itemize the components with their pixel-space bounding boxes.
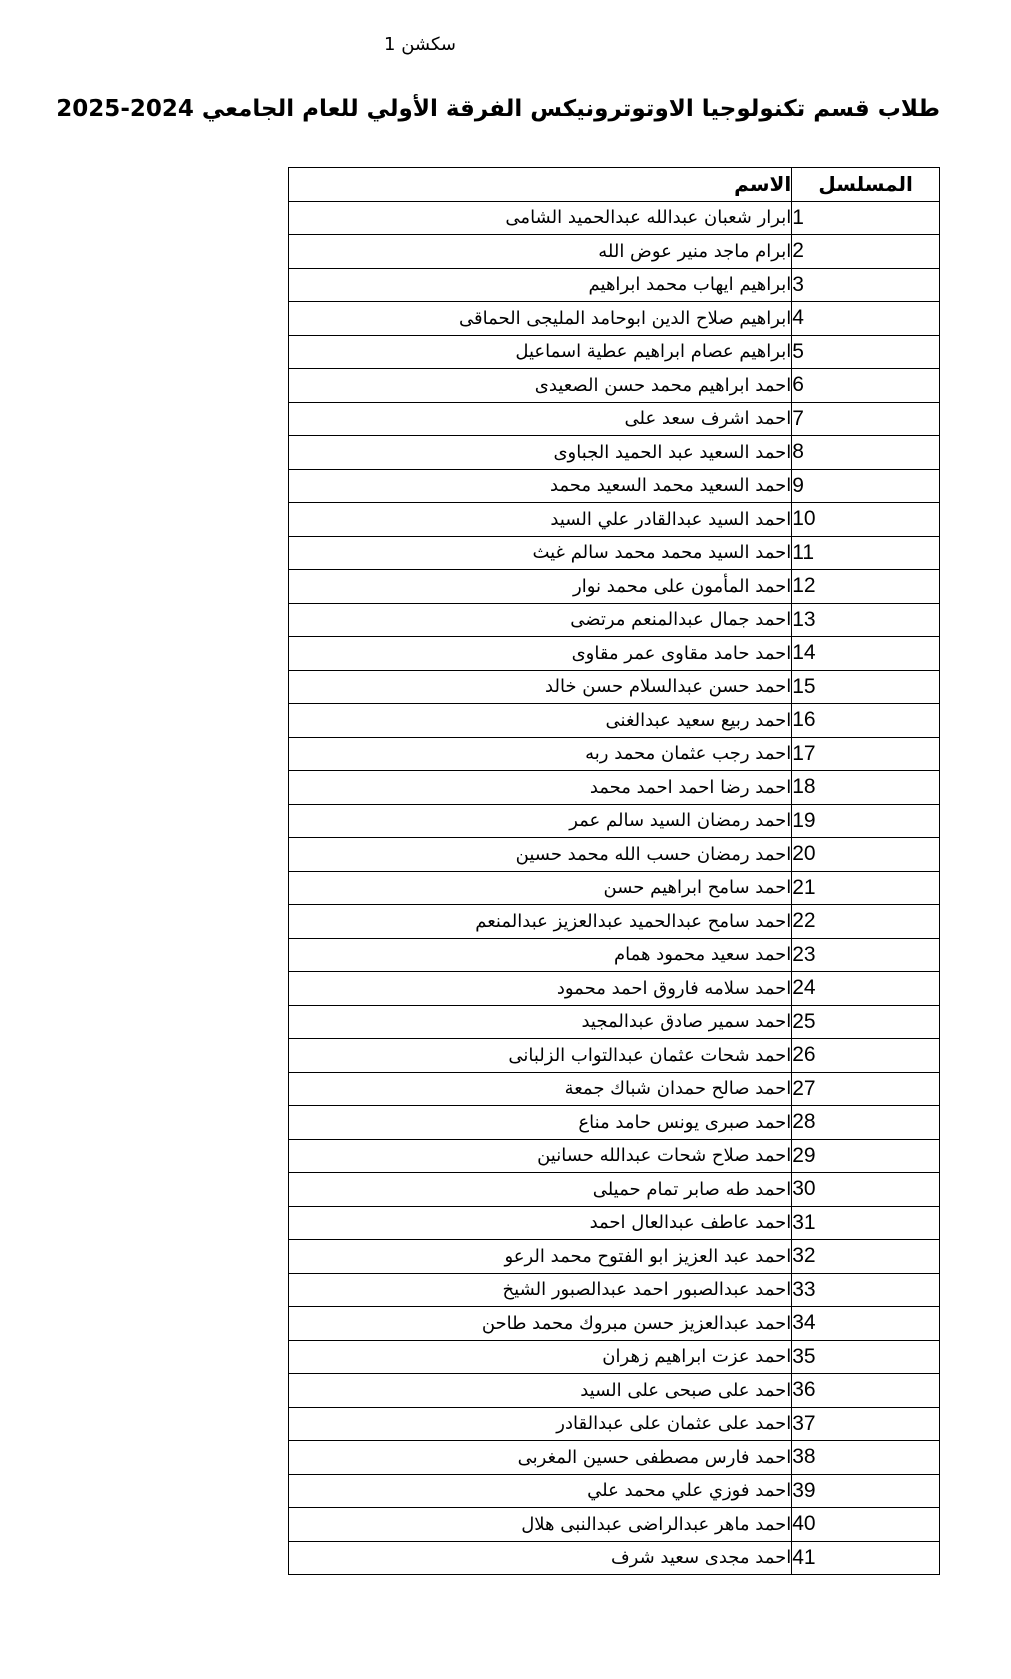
serial-number: 23 <box>792 938 940 972</box>
student-name: احمد سمير صادق عبدالمجيد <box>289 1005 792 1039</box>
table-row <box>289 1039 940 1073</box>
table-row <box>289 804 940 838</box>
serial-number: 14 <box>792 637 940 671</box>
serial-number: 33 <box>792 1273 940 1307</box>
student-name: ابراهيم عصام ابراهيم عطية اسماعيل <box>289 335 792 369</box>
table-row <box>289 603 940 637</box>
student-name: احمد فارس مصطفى حسين المغربى <box>289 1441 792 1475</box>
student-name: احمد السيد محمد محمد سالم غيث <box>289 536 792 570</box>
table-row <box>289 704 940 738</box>
student-name: احمد سعيد محمود همام <box>289 938 792 972</box>
students-table-body <box>289 201 940 1575</box>
serial-number: 3 <box>792 268 940 302</box>
student-name: احمد حامد مقاوى عمر مقاوى <box>289 637 792 671</box>
table-row <box>289 1407 940 1441</box>
student-name: احمد عزت ابراهيم زهران <box>289 1340 792 1374</box>
table-row <box>289 972 940 1006</box>
student-name: ابرام ماجد منير عوض الله <box>289 235 792 269</box>
serial-number: 27 <box>792 1072 940 1106</box>
student-name: احمد سلامه فاروق احمد محمود <box>289 972 792 1006</box>
serial-column-header: المسلسل <box>792 168 940 202</box>
serial-number: 30 <box>792 1173 940 1207</box>
table-row <box>289 1173 940 1207</box>
serial-number: 32 <box>792 1240 940 1274</box>
student-name: احمد سامح عبدالحميد عبدالعزيز عبدالمنعم <box>289 905 792 939</box>
table-row <box>289 1240 940 1274</box>
serial-number: 11 <box>792 536 940 570</box>
serial-number: 7 <box>792 402 940 436</box>
student-name: احمد رمضان السيد سالم عمر <box>289 804 792 838</box>
student-name: احمد عبد العزيز ابو الفتوح محمد الرعو <box>289 1240 792 1274</box>
serial-number: 41 <box>792 1541 940 1575</box>
student-name: احمد فوزي علي محمد علي <box>289 1474 792 1508</box>
serial-number: 28 <box>792 1106 940 1140</box>
table-row <box>289 268 940 302</box>
serial-number: 31 <box>792 1206 940 1240</box>
name-column-header: الاسم <box>289 168 792 202</box>
student-name: احمد على صبحى على السيد <box>289 1374 792 1408</box>
serial-number: 12 <box>792 570 940 604</box>
table-row <box>289 938 940 972</box>
table-row <box>289 503 940 537</box>
table-row <box>289 1005 940 1039</box>
table-row <box>289 1072 940 1106</box>
serial-number: 21 <box>792 871 940 905</box>
table-row <box>289 838 940 872</box>
serial-number: 24 <box>792 972 940 1006</box>
serial-number: 4 <box>792 302 940 336</box>
table-row <box>289 302 940 336</box>
student-name: احمد ربيع سعيد عبدالغنى <box>289 704 792 738</box>
table-row <box>289 1474 940 1508</box>
serial-number: 18 <box>792 771 940 805</box>
student-name: احمد جمال عبدالمنعم مرتضى <box>289 603 792 637</box>
student-name: احمد طه صابر تمام حميلى <box>289 1173 792 1207</box>
serial-number: 2 <box>792 235 940 269</box>
serial-number: 26 <box>792 1039 940 1073</box>
student-name: احمد اشرف سعد على <box>289 402 792 436</box>
table-row <box>289 235 940 269</box>
table-row <box>289 737 940 771</box>
table-row <box>289 871 940 905</box>
serial-number: 37 <box>792 1407 940 1441</box>
serial-number: 13 <box>792 603 940 637</box>
student-name: احمد صالح حمدان شباك جمعة <box>289 1072 792 1106</box>
serial-number: 5 <box>792 335 940 369</box>
serial-number: 10 <box>792 503 940 537</box>
table-row <box>289 1139 940 1173</box>
table-row <box>289 402 940 436</box>
student-name: ابراهيم صلاح الدين ابوحامد المليجى الحماقى <box>289 302 792 336</box>
student-name: احمد رمضان حسب الله محمد حسين <box>289 838 792 872</box>
table-row <box>289 771 940 805</box>
serial-number: 8 <box>792 436 940 470</box>
student-name: احمد رجب عثمان محمد ربه <box>289 737 792 771</box>
serial-number: 40 <box>792 1508 940 1542</box>
student-name: احمد السعيد محمد السعيد محمد <box>289 469 792 503</box>
table-row <box>289 637 940 671</box>
table-row <box>289 536 940 570</box>
student-name: احمد صبرى يونس حامد مناع <box>289 1106 792 1140</box>
student-name: احمد السيد عبدالقادر علي السيد <box>289 503 792 537</box>
student-name: احمد مجدى سعيد شرف <box>289 1541 792 1575</box>
table-row <box>289 369 940 403</box>
student-name: ابراهيم ايهاب محمد ابراهيم <box>289 268 792 302</box>
section-label: سكشن 1 <box>384 34 456 55</box>
page-title: طلاب قسم تكنولوجيا الاوتوترونيكس الفرقة الأولي للعام الجامعي 2024-2025 <box>56 96 940 122</box>
serial-number: 22 <box>792 905 940 939</box>
student-name: احمد شحات عثمان عبدالتواب الزلبانى <box>289 1039 792 1073</box>
table-header-row <box>289 168 940 202</box>
student-name: احمد حسن عبدالسلام حسن خالد <box>289 670 792 704</box>
table-row <box>289 1374 940 1408</box>
serial-number: 17 <box>792 737 940 771</box>
table-row <box>289 1206 940 1240</box>
serial-number: 16 <box>792 704 940 738</box>
table-row <box>289 436 940 470</box>
serial-number: 35 <box>792 1340 940 1374</box>
serial-number: 29 <box>792 1139 940 1173</box>
student-name: احمد ماهر عبدالراضى عبدالنبى هلال <box>289 1508 792 1542</box>
students-table <box>288 167 940 1575</box>
table-row <box>289 670 940 704</box>
table-row <box>289 570 940 604</box>
table-row <box>289 335 940 369</box>
student-name: احمد عبدالصبور احمد عبدالصبور الشيخ <box>289 1273 792 1307</box>
serial-number: 1 <box>792 201 940 235</box>
serial-number: 36 <box>792 1374 940 1408</box>
table-row <box>289 1106 940 1140</box>
student-name: احمد ابراهيم محمد حسن الصعيدى <box>289 369 792 403</box>
student-name: ابرار شعبان عبدالله عبدالحميد الشامى <box>289 201 792 235</box>
serial-number: 15 <box>792 670 940 704</box>
student-name: احمد سامح ابراهيم حسن <box>289 871 792 905</box>
serial-number: 25 <box>792 1005 940 1039</box>
table-row <box>289 1340 940 1374</box>
serial-number: 39 <box>792 1474 940 1508</box>
student-name: احمد صلاح شحات عبدالله حسانين <box>289 1139 792 1173</box>
serial-number: 38 <box>792 1441 940 1475</box>
table-row <box>289 1273 940 1307</box>
serial-number: 9 <box>792 469 940 503</box>
table-row <box>289 1441 940 1475</box>
student-name: احمد السعيد عبد الحميد الجباوى <box>289 436 792 470</box>
student-name: احمد المأمون على محمد نوار <box>289 570 792 604</box>
student-name: احمد عبدالعزيز حسن مبروك محمد طاحن <box>289 1307 792 1341</box>
student-name: احمد عاطف عبدالعال احمد <box>289 1206 792 1240</box>
serial-number: 6 <box>792 369 940 403</box>
student-name: احمد على عثمان على عبدالقادر <box>289 1407 792 1441</box>
serial-number: 20 <box>792 838 940 872</box>
table-row <box>289 1307 940 1341</box>
student-name: احمد رضا احمد احمد محمد <box>289 771 792 805</box>
table-row <box>289 469 940 503</box>
table-row <box>289 1508 940 1542</box>
table-row <box>289 1541 940 1575</box>
serial-number: 19 <box>792 804 940 838</box>
table-row <box>289 905 940 939</box>
table-row <box>289 201 940 235</box>
serial-number: 34 <box>792 1307 940 1341</box>
